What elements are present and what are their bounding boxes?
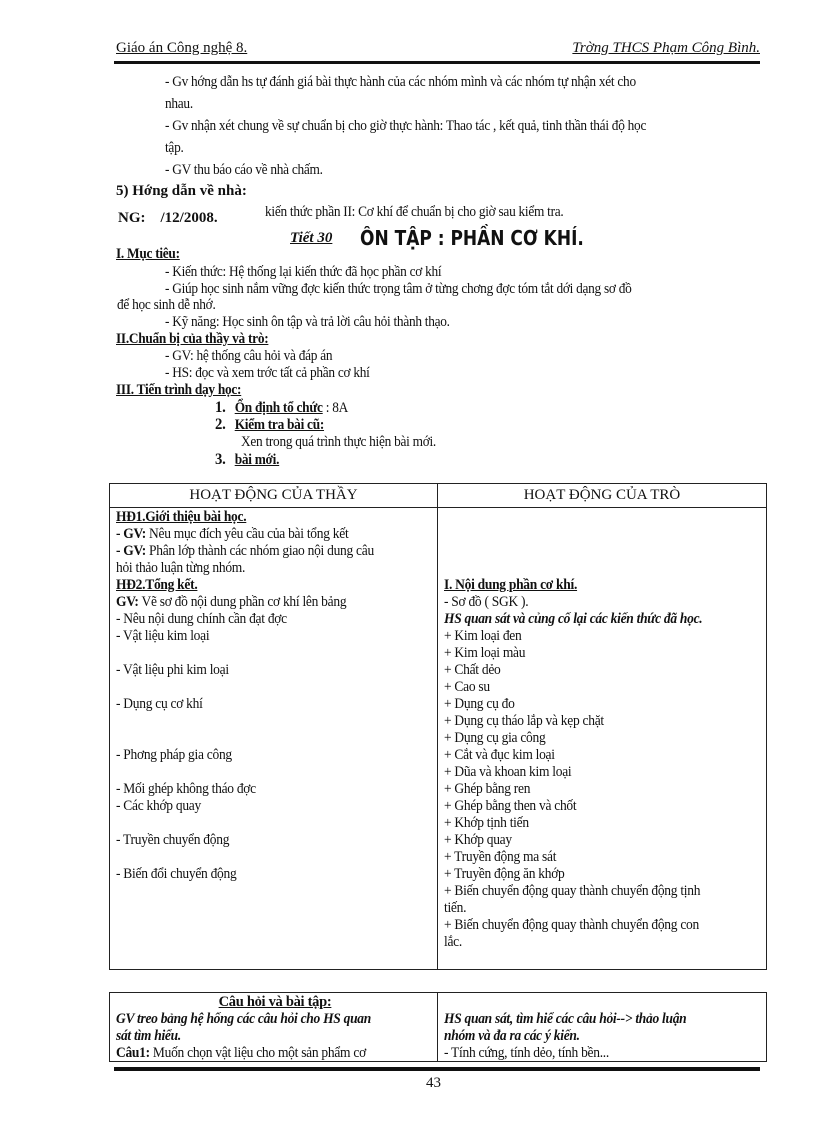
line-text: + Khớp quay bbox=[444, 832, 512, 848]
student-activities bbox=[444, 509, 762, 951]
step-number: 1. bbox=[215, 399, 226, 416]
line-text: + Ghép bằng ren bbox=[444, 781, 531, 797]
line-text: - Nêu nội dung chính cần đạt đợc bbox=[116, 611, 287, 627]
line-text: - Mối ghép không tháo đợc bbox=[116, 781, 256, 797]
cell-line bbox=[444, 934, 740, 951]
line-text: HĐ2.Tổng kết. bbox=[116, 577, 198, 593]
cell-line bbox=[116, 730, 412, 747]
line-text: HĐ1.Giới thiệu bài học. bbox=[116, 509, 247, 525]
cell-line bbox=[444, 679, 740, 696]
line-text: + Khớp tịnh tiến bbox=[444, 815, 529, 831]
cell-line bbox=[444, 1045, 740, 1062]
cell-line bbox=[116, 798, 412, 815]
line-text: - Các khớp quay bbox=[116, 798, 201, 814]
header-right: Trờng THCS Phạm Công Bình. bbox=[572, 40, 760, 56]
objective-line: - Giúp học sinh nắm vững đợc kiến thức trọng tâm ở từng chơng đợc tóm tắt dới dạng sơ đồ bbox=[165, 281, 632, 297]
line-text: + Truyền động ăn khớp bbox=[444, 866, 565, 882]
line-text: Câu hỏi và bài tập: bbox=[218, 994, 332, 1010]
cell-line bbox=[116, 577, 412, 594]
line-text: Vẽ sơ đồ nội dung phần cơ khí lên bảng bbox=[138, 594, 347, 610]
cell-line bbox=[444, 662, 740, 679]
line-text: + Chất dẻo bbox=[444, 662, 501, 678]
cell-line bbox=[444, 866, 740, 883]
activity-table bbox=[109, 483, 767, 970]
cell-line bbox=[116, 1011, 412, 1028]
cell-line bbox=[116, 628, 412, 645]
cell-line bbox=[444, 594, 740, 611]
header-divider bbox=[110, 507, 766, 508]
cell-line bbox=[116, 509, 412, 526]
cell-line bbox=[116, 866, 412, 883]
step-number: 3. bbox=[215, 451, 226, 468]
student-column-header: HOẠT ĐỘNG CỦA TRÒ bbox=[523, 487, 681, 503]
teacher-activities bbox=[116, 509, 434, 883]
objective-line: - Kỹ năng: Học sinh ôn tập và trả lời câu hỏi thành thạo. bbox=[165, 314, 450, 330]
line-text: + Kim loại màu bbox=[444, 645, 526, 661]
intro-line: - GV thu báo cáo về nhà chấm. bbox=[165, 162, 323, 178]
line-text: - Vật liệu kim loại bbox=[116, 628, 210, 644]
line-text: - Biến đổi chuyển động bbox=[116, 866, 237, 882]
cell-line bbox=[444, 713, 740, 730]
cell-line bbox=[444, 849, 740, 866]
lesson-number: Tiết 30 bbox=[290, 230, 333, 246]
intro-line: tập. bbox=[165, 140, 184, 156]
line-text: + Cắt và đục kim loại bbox=[444, 747, 555, 763]
line-text: lắc. bbox=[444, 934, 462, 950]
step-number: 2. bbox=[215, 416, 226, 433]
questions-table bbox=[109, 992, 767, 1062]
step-3 bbox=[215, 451, 279, 469]
line-text: + Cao su bbox=[444, 679, 490, 695]
line-text: + Biến chuyển động quay thành chuyển động con bbox=[444, 917, 699, 933]
cell-line bbox=[116, 611, 412, 628]
header-rule bbox=[114, 61, 760, 64]
step-2 bbox=[215, 416, 324, 434]
date-label: NG: /12/2008. bbox=[118, 210, 218, 226]
cell-line bbox=[116, 781, 412, 798]
line-text: - Phơng pháp gia công bbox=[116, 747, 232, 763]
page-number: 43 bbox=[426, 1075, 441, 1091]
line-text: - Tính cứng, tính dẻo, tính bền... bbox=[444, 1045, 610, 1061]
line-text: + Ghép bằng then và chốt bbox=[444, 798, 577, 814]
cell-line bbox=[444, 730, 740, 747]
objectives-heading: I. Mục tiêu: bbox=[116, 246, 180, 262]
line-text: tiến. bbox=[444, 900, 467, 916]
cell-line bbox=[444, 696, 740, 713]
cell-line bbox=[444, 577, 740, 594]
cell-line bbox=[444, 645, 740, 662]
cell-line bbox=[116, 1028, 412, 1045]
cell-line bbox=[444, 628, 740, 645]
intro-line: nhau. bbox=[165, 96, 193, 112]
student-answers bbox=[444, 994, 762, 1062]
line-text: - Dụng cụ cơ khí bbox=[116, 696, 203, 712]
line-text: HS quan sát và củng cố lại các kiến thức đã học. bbox=[444, 611, 703, 627]
cell-line bbox=[116, 543, 412, 560]
step-1 bbox=[215, 399, 348, 417]
cell-line bbox=[444, 1028, 740, 1045]
cell-line bbox=[116, 1045, 412, 1062]
line-text: - Sơ đồ ( SGK ). bbox=[444, 594, 529, 610]
line-text: sát tìm hiểu. bbox=[116, 1028, 181, 1044]
line-text: GV treo bảng hệ hống các câu hỏi cho HS quan bbox=[116, 1011, 371, 1027]
cell-line bbox=[116, 713, 412, 730]
line-text: + Dũa và khoan kim loại bbox=[444, 764, 572, 780]
bold-prefix: GV: bbox=[116, 594, 139, 610]
column-divider bbox=[437, 484, 438, 969]
intro-line: - Gv hớng dẫn hs tự đánh giá bài thực hành của các nhóm mình và các nhóm tự nhận xét cho bbox=[165, 74, 636, 90]
line-text: hỏi thảo luận từng nhóm. bbox=[116, 560, 246, 576]
line-text: I. Nội dung phần cơ khí. bbox=[444, 577, 578, 593]
line-text: nhóm và đa ra các ý kiến. bbox=[444, 1028, 580, 1044]
step-value: : 8A bbox=[322, 400, 349, 416]
bold-prefix: Câu1: bbox=[116, 1045, 150, 1061]
teacher-questions bbox=[116, 994, 434, 1062]
line-text: - Truyền chuyển động bbox=[116, 832, 230, 848]
line-text: Nêu mục đích yêu cầu của bài tổng kết bbox=[145, 526, 349, 542]
cell-line bbox=[116, 645, 412, 662]
cell-line bbox=[116, 594, 412, 611]
cell-line bbox=[116, 994, 434, 1011]
cell-line bbox=[444, 781, 740, 798]
bold-prefix: - GV: bbox=[116, 526, 146, 542]
step-label: Ổn định tổ chức bbox=[234, 400, 323, 416]
line-text: - Vật liệu phi kim loại bbox=[116, 662, 229, 678]
footer-rule bbox=[114, 1067, 760, 1071]
line-text: + Kim loại đen bbox=[444, 628, 522, 644]
step-2-note: Xen trong quá trình thực hiện bài mới. bbox=[241, 434, 436, 450]
teacher-column-header: HOẠT ĐỘNG CỦA THẦY bbox=[189, 487, 358, 503]
bold-prefix: - GV: bbox=[116, 543, 146, 559]
cell-line bbox=[444, 832, 740, 849]
homework-text: kiến thức phần II: Cơ khí để chuẩn bị cho giờ sau kiểm tra. bbox=[265, 204, 564, 220]
line-text: + Dụng cụ đo bbox=[444, 696, 515, 712]
cell-line bbox=[444, 543, 740, 560]
header-left: Giáo án Công nghệ 8. bbox=[116, 40, 248, 56]
cell-line bbox=[444, 883, 740, 900]
cell-line bbox=[444, 994, 740, 1011]
line-text: + Dụng cụ gia công bbox=[444, 730, 546, 746]
intro-line: - Gv nhận xét chung về sự chuẩn bị cho giờ thực hành: Thao tác , kết quả, tinh thần thái độ học bbox=[165, 118, 647, 134]
cell-line bbox=[444, 747, 740, 764]
cell-line bbox=[444, 764, 740, 781]
prep-line: - GV: hệ thống câu hỏi và đáp án bbox=[165, 348, 333, 364]
cell-line bbox=[116, 696, 412, 713]
prep-heading: II.Chuẩn bị của thầy và trò: bbox=[116, 331, 269, 347]
line-text: HS quan sát, tìm hiể các câu hỏi--> thảo luận bbox=[444, 1011, 687, 1027]
prep-line: - HS: đọc và xem trớc tất cả phần cơ khí bbox=[165, 365, 370, 381]
line-text: + Dụng cụ tháo lắp và kẹp chặt bbox=[444, 713, 604, 729]
process-heading: III. Tiến trình dạy học: bbox=[116, 382, 242, 398]
objective-line: - Kiến thức: Hệ thống lại kiến thức đã học phần cơ khí bbox=[165, 264, 442, 280]
cell-line bbox=[116, 662, 412, 679]
cell-line bbox=[444, 917, 740, 934]
objective-line: để học sinh dễ nhớ. bbox=[117, 297, 216, 313]
line-text: + Truyền động ma sát bbox=[444, 849, 557, 865]
cell-line bbox=[444, 900, 740, 917]
line-text: + Biến chuyển động quay thành chuyển động tịnh bbox=[444, 883, 701, 899]
cell-line bbox=[116, 747, 412, 764]
column-divider bbox=[437, 993, 438, 1061]
cell-line bbox=[444, 509, 740, 526]
cell-line bbox=[444, 798, 740, 815]
cell-line bbox=[116, 526, 412, 543]
line-text: Phân lớp thành các nhóm giao nội dung câu bbox=[145, 543, 374, 559]
step-label: Kiểm tra bài cũ: bbox=[234, 417, 325, 433]
cell-line bbox=[116, 832, 412, 849]
homework-heading: 5) Hớng dẫn về nhà: bbox=[116, 183, 247, 199]
cell-line bbox=[116, 679, 412, 696]
cell-line bbox=[444, 526, 740, 543]
cell-line bbox=[444, 611, 740, 628]
cell-line bbox=[444, 1011, 740, 1028]
step-label: bài mới. bbox=[234, 452, 280, 468]
lesson-title: ÔN TẬP : PHẦN CƠ KHÍ. bbox=[360, 226, 584, 250]
cell-line bbox=[116, 560, 412, 577]
cell-line bbox=[444, 815, 740, 832]
line-text: Muốn chọn vật liệu cho một sản phẩm cơ bbox=[149, 1045, 366, 1061]
cell-line bbox=[116, 849, 412, 866]
cell-line bbox=[444, 560, 740, 577]
cell-line bbox=[116, 815, 412, 832]
cell-line bbox=[116, 764, 412, 781]
